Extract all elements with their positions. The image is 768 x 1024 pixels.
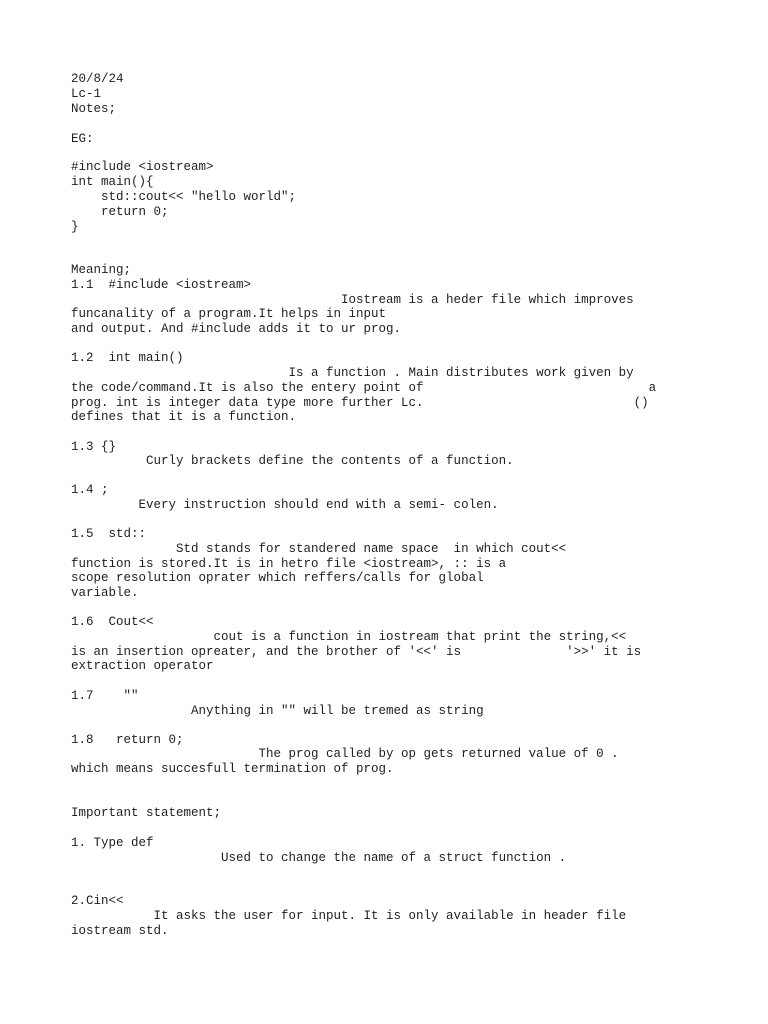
paragraph-line: cout is a function in iostream that print the string,<< (71, 630, 627, 644)
section-heading: 1.2 int main() (71, 351, 184, 365)
section-heading: 1.5 std:: (71, 527, 147, 541)
date-line: 20/8/24 (71, 72, 124, 86)
code-line: int main(){ (71, 175, 154, 189)
paragraph-line: is an insertion opreater, and the brother of '<<' is '>>' it is (71, 645, 642, 659)
paragraph-line: the code/command.It is also the entery point of a (71, 381, 657, 395)
paragraph-line: variable. (71, 586, 139, 600)
paragraph-line: Iostream is a heder file which improves (71, 293, 634, 307)
meaning-heading: Meaning; (71, 263, 132, 277)
section-heading: 1.1 #include <iostream> (71, 278, 252, 292)
paragraph-line: funcanality of a program.It helps in input (71, 307, 387, 321)
paragraph-line: extraction operator (71, 659, 214, 673)
example-heading: EG: (71, 132, 94, 146)
section-heading: 1. Type def (71, 836, 154, 850)
paragraph-line: scope resolution oprater which reffers/calls for global (71, 571, 484, 585)
section-heading: 1.7 "" (71, 689, 139, 703)
section-heading: 1.6 Cout<< (71, 615, 154, 629)
paragraph-line: iostream std. (71, 924, 169, 938)
code-line: #include <iostream> (71, 160, 214, 174)
paragraph-line: defines that it is a function. (71, 410, 297, 424)
code-line: std::cout<< "hello world"; (71, 190, 297, 204)
paragraph-line: The prog called by op gets returned value of 0 . (71, 747, 619, 761)
code-line: return 0; (71, 205, 169, 219)
paragraph-line: It asks the user for input. It is only available in header file (71, 909, 627, 923)
paragraph-line: Used to change the name of a struct function . (71, 851, 567, 865)
section-heading: 2.Cin<< (71, 894, 124, 908)
notes-heading: Notes; (71, 102, 117, 116)
paragraph-line: Every instruction should end with a semi- colen. (71, 498, 499, 512)
paragraph-line: prog. int is integer data type more further Lc. () (71, 396, 649, 410)
code-line: } (71, 220, 79, 234)
section-heading: 1.8 return 0; (71, 733, 184, 747)
section-heading: 1.4 ; (71, 483, 109, 497)
paragraph-line: Is a function . Main distributes work given by (71, 366, 634, 380)
paragraph-line: function is stored.It is in hetro file <iostream>, :: is a (71, 557, 507, 571)
lecture-line: Lc-1 (71, 87, 102, 101)
section-heading: 1.3 {} (71, 440, 117, 454)
paragraph-line: and output. And #include adds it to ur prog. (71, 322, 402, 336)
paragraph-line: Std stands for standered name space in which cout<< (71, 542, 567, 556)
paragraph-line: which means succesfull termination of prog. (71, 762, 394, 776)
important-heading: Important statement; (71, 806, 222, 820)
paragraph-line: Curly brackets define the contents of a function. (71, 454, 514, 468)
paragraph-line: Anything in "" will be tremed as string (71, 704, 484, 718)
